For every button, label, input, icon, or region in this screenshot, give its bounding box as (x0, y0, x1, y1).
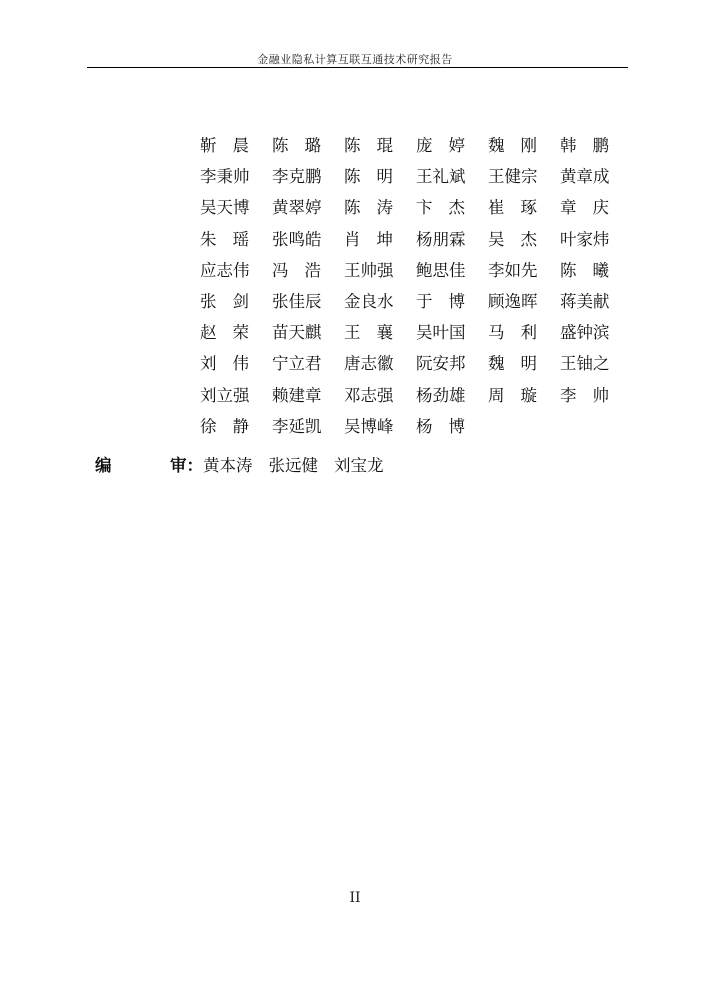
contributor-name: 吴天博 (200, 198, 250, 218)
reviewer-name: 黄本涛 (203, 456, 253, 475)
contributor-name: 赖建章 (272, 385, 322, 405)
contributor-name: 肖坤 (344, 229, 409, 249)
contributor-name: 黄章成 (560, 167, 610, 187)
contributor-name: 邓志强 (344, 385, 394, 405)
contributor-name: 陈涛 (344, 198, 409, 218)
reviewers-label-char-2: 审： (170, 456, 203, 475)
contributor-name: 李延凯 (272, 416, 322, 436)
contributor-name: 于博 (416, 291, 481, 311)
reviewers-line (95, 452, 400, 476)
header-divider (87, 67, 628, 68)
contributor-name: 王铀之 (560, 354, 610, 374)
contributor-name: 陈曦 (560, 260, 625, 280)
contributor-name: 张剑 (200, 291, 265, 311)
contributor-name: 周璇 (488, 385, 553, 405)
contributor-name: 李秉帅 (200, 167, 250, 187)
contributor-name: 冯浩 (272, 260, 337, 280)
contributor-name: 徐静 (200, 416, 265, 436)
contributor-name: 张鸣皓 (272, 229, 322, 249)
contributor-name: 王襄 (344, 323, 409, 343)
contributor-name: 刘伟 (200, 354, 265, 374)
contributor-name: 陈明 (344, 167, 409, 187)
contributor-name: 杨劲雄 (416, 385, 466, 405)
contributor-name: 叶家炜 (560, 229, 610, 249)
contributor-name: 吴杰 (488, 229, 553, 249)
contributor-name: 刘立强 (200, 385, 250, 405)
reviewers-label (95, 452, 203, 476)
reviewer-name: 刘宝龙 (334, 456, 384, 475)
reviewer-name: 张远健 (268, 456, 318, 475)
contributor-name: 庞婷 (416, 136, 481, 155)
page-header-title: 金融业隐私计算互联互通技术研究报告 (257, 53, 453, 66)
contributor-name: 李如先 (488, 260, 538, 280)
contributor-name: 宁立君 (272, 354, 322, 374)
contributor-name: 马利 (488, 323, 553, 343)
contributor-name: 阮安邦 (416, 354, 466, 374)
contributor-name: 顾逸晖 (488, 291, 538, 311)
contributor-name: 唐志徽 (344, 354, 394, 374)
contributor-name: 朱瑶 (200, 229, 265, 249)
contributor-name: 卞杰 (416, 198, 481, 218)
contributor-name: 魏刚 (488, 136, 553, 155)
contributor-name: 杨博 (416, 416, 481, 436)
contributor-name: 盛钟滨 (560, 323, 610, 343)
contributor-name: 蒋美献 (560, 291, 610, 311)
contributor-name: 王礼斌 (416, 167, 466, 187)
contributor-name: 杨朋霖 (416, 229, 466, 249)
page-number: II (349, 890, 361, 906)
contributor-name: 韩鹏 (560, 136, 625, 155)
contributor-name: 金良水 (344, 291, 394, 311)
contributor-name: 崔琢 (488, 198, 553, 218)
reviewers-names (203, 452, 400, 476)
contributor-name: 魏明 (488, 354, 553, 374)
contributor-name: 陈琨 (344, 136, 409, 155)
contributor-name: 王帅强 (344, 260, 394, 280)
contributor-name: 鲍思佳 (416, 260, 466, 280)
contributor-name: 张佳辰 (272, 291, 322, 311)
contributors-grid (200, 130, 632, 442)
contributor-name: 李帅 (560, 385, 625, 405)
contributor-name: 靳晨 (200, 136, 265, 155)
contributor-name: 苗天麒 (272, 323, 322, 343)
contributor-name: 黄翠婷 (272, 198, 322, 218)
contributor-name: 应志伟 (200, 260, 250, 280)
contributor-name: 陈璐 (272, 136, 337, 155)
contributor-name: 赵荣 (200, 323, 265, 343)
contributor-name: 王健宗 (488, 167, 538, 187)
contributor-name: 吴叶国 (416, 323, 466, 343)
reviewers-label-char-1: 编 (95, 456, 112, 475)
contributor-name: 章庆 (560, 198, 625, 218)
contributor-name: 李克鹏 (272, 167, 322, 187)
contributor-name: 吴博峰 (344, 416, 394, 436)
